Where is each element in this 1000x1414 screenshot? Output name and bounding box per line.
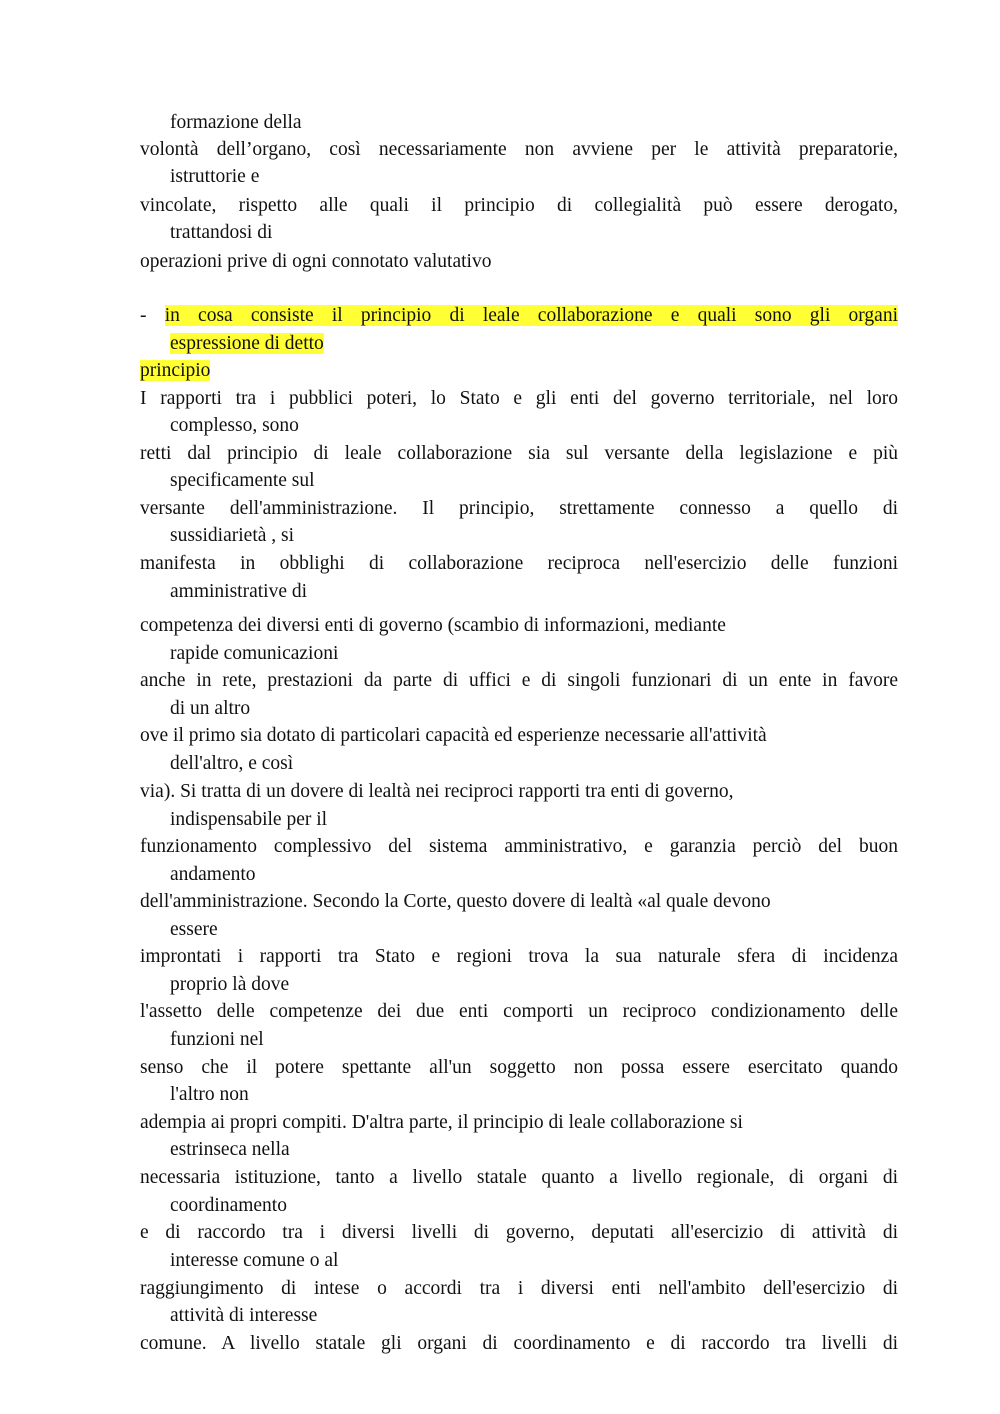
text-line (170, 971, 289, 999)
line-text: raggiungimento di intese o accordi tra i diversi enti nell'ambito dell'esercizio di (140, 1278, 898, 1299)
highlighted-question-line (170, 330, 324, 358)
line-text: coordinamento (170, 1195, 287, 1216)
text-line (170, 806, 327, 834)
text-line (140, 1054, 898, 1082)
text-line (170, 861, 256, 889)
text-line (140, 778, 898, 806)
text-line (140, 550, 898, 578)
line-text: estrinseca nella (170, 1139, 290, 1160)
text-line (140, 1275, 898, 1303)
text-line (170, 1081, 249, 1109)
text-line (170, 163, 259, 191)
line-text: principio (140, 360, 211, 381)
line-text-highlight: in cosa consiste il principio di leale collaborazione e quali sono gli organi (164, 305, 899, 326)
text-line (170, 916, 218, 944)
line-text: dell'amministrazione. Secondo la Corte, questo dovere di lealtà «al quale devono (140, 891, 771, 912)
line-text: ove il primo sia dotato di particolari capacità ed esperienze necessarie all'attività (140, 725, 767, 746)
line-text: di un altro (170, 698, 251, 719)
highlighted-question-line (140, 357, 898, 385)
text-line (140, 440, 898, 468)
line-text: necessaria istituzione, tanto a livello statale quanto a livello regionale, di organi di (140, 1167, 898, 1188)
line-text: essere (170, 919, 218, 940)
line-text: espressione di detto (170, 333, 324, 354)
line-text: istruttorie e (170, 166, 260, 187)
text-line (170, 522, 294, 550)
line-text: anche in rete, prestazioni da parte di uffici e di singoli funzionari di un ente in favore (140, 670, 898, 691)
line-text: specificamente sul (170, 470, 315, 491)
line-text: versante dell'amministrazione. Il principio, strettamente connesso a quello di (140, 498, 898, 519)
line-text: sussidiarietà , si (170, 525, 295, 546)
text-line (140, 1109, 898, 1137)
text-line (140, 248, 898, 276)
text-line (140, 495, 898, 523)
text-line (140, 1330, 898, 1358)
line-text: manifesta in obblighi di collaborazione reciproca nell'esercizio delle funzioni (140, 553, 898, 574)
line-text: e di raccordo tra i diversi livelli di governo, deputati all'esercizio di attività di (140, 1222, 898, 1243)
text-line (140, 612, 898, 640)
line-text: attività di interesse (170, 1305, 318, 1326)
text-line (140, 192, 898, 220)
text-line (170, 695, 250, 723)
line-text: proprio là dove (170, 974, 290, 995)
line-text: complesso, sono (170, 415, 299, 436)
highlighted-question-line (140, 302, 898, 330)
text-line (170, 219, 272, 247)
line-text: funzioni nel (170, 1029, 264, 1050)
line-text: competenza dei diversi enti di governo (scambio di informazioni, mediante (140, 615, 726, 636)
text-line (170, 1026, 264, 1054)
line-text: improntati i rapporti tra Stato e regioni trova la sua naturale sfera di incidenza (140, 946, 898, 967)
text-line (170, 578, 307, 606)
text-line (140, 385, 898, 413)
line-text: I rapporti tra i pubblici poteri, lo Stato e gli enti del governo territoriale, nel loro (140, 388, 898, 409)
line-text: - (140, 305, 165, 326)
line-text: trattandosi di (170, 222, 273, 243)
line-text: amministrative di (170, 581, 308, 602)
text-line (170, 412, 299, 440)
text-line (170, 467, 315, 495)
line-text: dell'altro, e così (170, 753, 294, 774)
text-line (170, 109, 302, 137)
text-line (170, 1302, 317, 1330)
text-line (140, 943, 898, 971)
text-line (170, 1192, 287, 1220)
text-line (140, 667, 898, 695)
text-line (140, 722, 898, 750)
text-line (170, 1136, 290, 1164)
line-text: vincolate, rispetto alle quali il principio di collegialità può essere derogato, (140, 195, 898, 216)
text-line (140, 1164, 898, 1192)
line-text: andamento (170, 864, 256, 885)
line-text: rapide comunicazioni (170, 643, 339, 664)
text-line (170, 750, 293, 778)
line-text: formazione della (170, 112, 302, 133)
line-text: volontà dell’organo, così necessariamente non avviene per le attività preparatorie, (140, 139, 898, 160)
text-line (170, 1247, 338, 1275)
line-text: via). Si tratta di un dovere di lealtà nei reciproci rapporti tra enti di governo, (140, 781, 734, 802)
line-text: funzionamento complessivo del sistema amministrativo, e garanzia perciò del buon (140, 836, 898, 857)
line-text: operazioni prive di ogni connotato valutativo (140, 251, 492, 272)
line-text: senso che il potere spettante all'un soggetto non possa essere esercitato quando (140, 1057, 898, 1078)
text-line (170, 640, 338, 668)
line-text: indispensabile per il (170, 809, 328, 830)
text-line (140, 998, 898, 1026)
line-text: retti dal principio di leale collaborazione sia sul versante della legislazione e più (140, 443, 898, 464)
line-text: l'altro non (170, 1084, 249, 1105)
text-line (140, 833, 898, 861)
text-line (140, 888, 898, 916)
line-text: comune. A livello statale gli organi di coordinamento e di raccordo tra livelli di (140, 1333, 898, 1354)
line-text: interesse comune o al (170, 1250, 339, 1271)
text-line (140, 136, 898, 164)
line-text: l'assetto delle competenze dei due enti comporti un reciproco condizionamento delle (140, 1001, 898, 1022)
line-text: adempia ai propri compiti. D'altra parte, il principio di leale collaborazione si (140, 1112, 743, 1133)
text-line (140, 1219, 898, 1247)
